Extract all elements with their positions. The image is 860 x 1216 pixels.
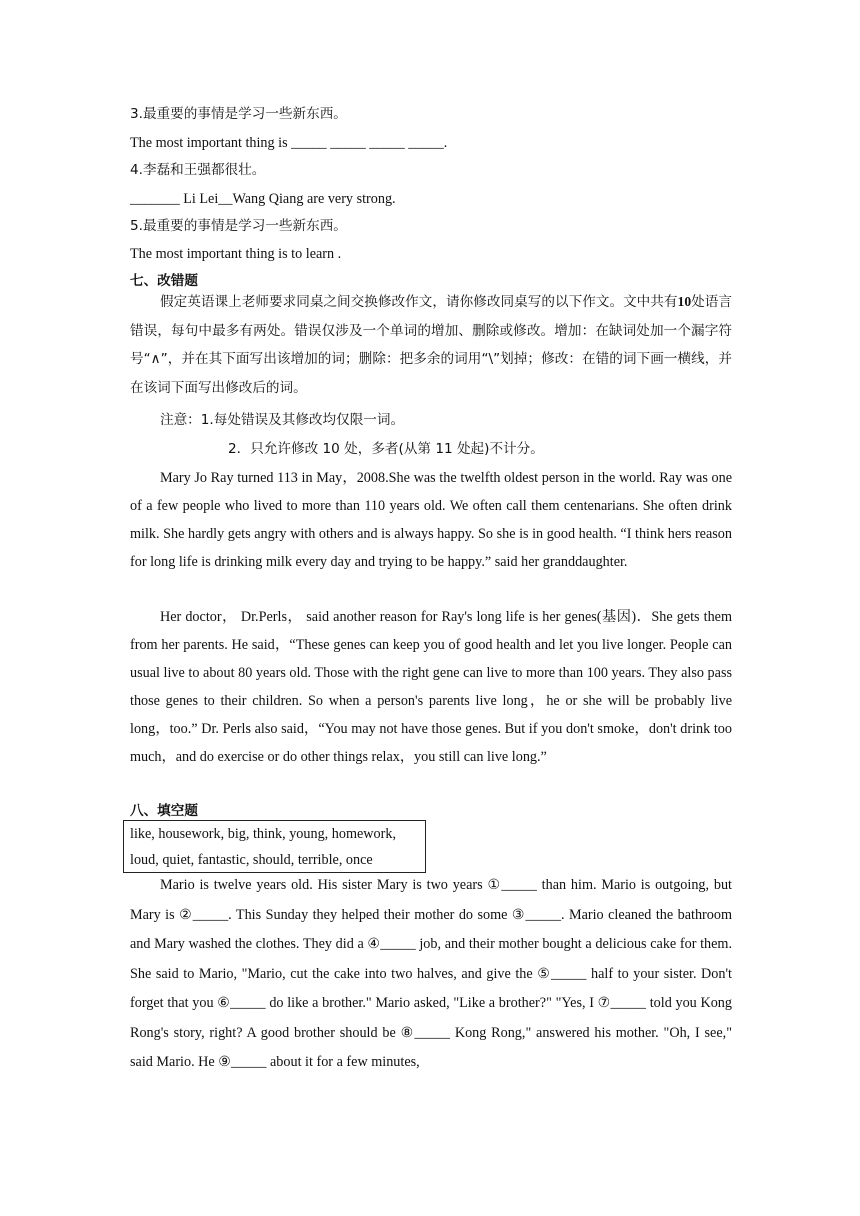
question-3-english: The most important thing is _____ _____ _____ _____. [130,135,448,151]
question-3-chinese: 3.最重要的事情是学习一些新东西。 [130,106,347,122]
section-8-heading: 八、填空题 [130,803,198,819]
note-2: 2．只允许修改 10 处，多者(从第 11 处起)不计分。 [228,441,544,457]
question-5-english: The most important thing is to learn . [130,246,342,262]
section-7-heading: 七、改错题 [130,273,198,289]
question-4-english: _______ Li Lei__Wang Qiang are very strong. [130,191,396,207]
section-7-instructions [130,288,732,402]
cloze-passage: Mario is twelve years old. His sister Mary is two years ①_____ than him. Mario is outgoing, but Mary is ②_____. This Sunday they helped their mother do some ③_____. Mario cleaned the bathroom and Mary washed the clothes. They did a ④_____ job, and their mother bought a delicious cake for them. She said to Mario, "Mario, cut the cake into two halves, and give the ⑤_____ half to your sister. Don't forget that you ⑥_____ do like a brother." Mario asked, "Like a brother?" "Yes, I ⑦_____ told you Kong Rong's story, right? A good brother should be ⑧_____ Kong Rong," answered his mother. "Oh, I see," said Mario. He ⑨_____ about it for a few minutes, [130,877,732,1070]
note-1: 注意：1.每处错误及其修改均仅限一词。 [160,412,405,428]
instructions-error-count: 10 [677,294,692,309]
question-4-chinese: 4.李磊和王强都很壮。 [130,162,266,178]
question-5-chinese: 5.最重要的事情是学习一些新东西。 [130,218,347,234]
word-bank-line-1: like, housework, big, think, young, homework, [130,826,396,842]
word-bank-box [123,820,426,873]
error-passage-paragraph-2: Her doctor， Dr.Perls， said another reason for Ray's long life is her genes(基因)．She gets them from her parents. He said，“These genes can keep you of good health and let you live longer. People can usual live to about 80 years old. Those with the right gene can live to more than 100 years. They also pass those genes to their children. So when a person's parents live long，he or she will be probably live long，too.” Dr. Perls also said，“You may not have those genes. But if you don't smoke，don't drink too much，and do exercise or do other things relax，you still can live long.” [130,609,732,765]
word-bank-line-2: loud, quiet, fantastic, should, terrible, once [130,852,373,868]
error-passage-paragraph-1: Mary Jo Ray turned 113 in May，2008.She was the twelfth oldest person in the world. Ray was one of a few people who lived to more than 110 years old. We often call them centenarians. She often drink milk. She hardly gets angry with others and is always happy. So she is in good health. “I think hers reason for long life is drinking milk every day and trying to be happy.” said her granddaughter. [130,470,732,570]
instructions-part-a: 假定英语课上老师要求同桌之间交换修改作文，请你修改同桌写的以下作文。文中共有 [160,294,678,310]
instructions-part-b: 处语言错误，每句中最多有两处。错误仅涉及一个单词的增加、删除或修改。增加：在缺词处加一个漏字符号“∧”，并在其下面写出该增加的词；删除：把多余的词用“\”划掉；修改：在错的词下画一横线，并在该词下面写出修改后的词。 [130,294,732,396]
